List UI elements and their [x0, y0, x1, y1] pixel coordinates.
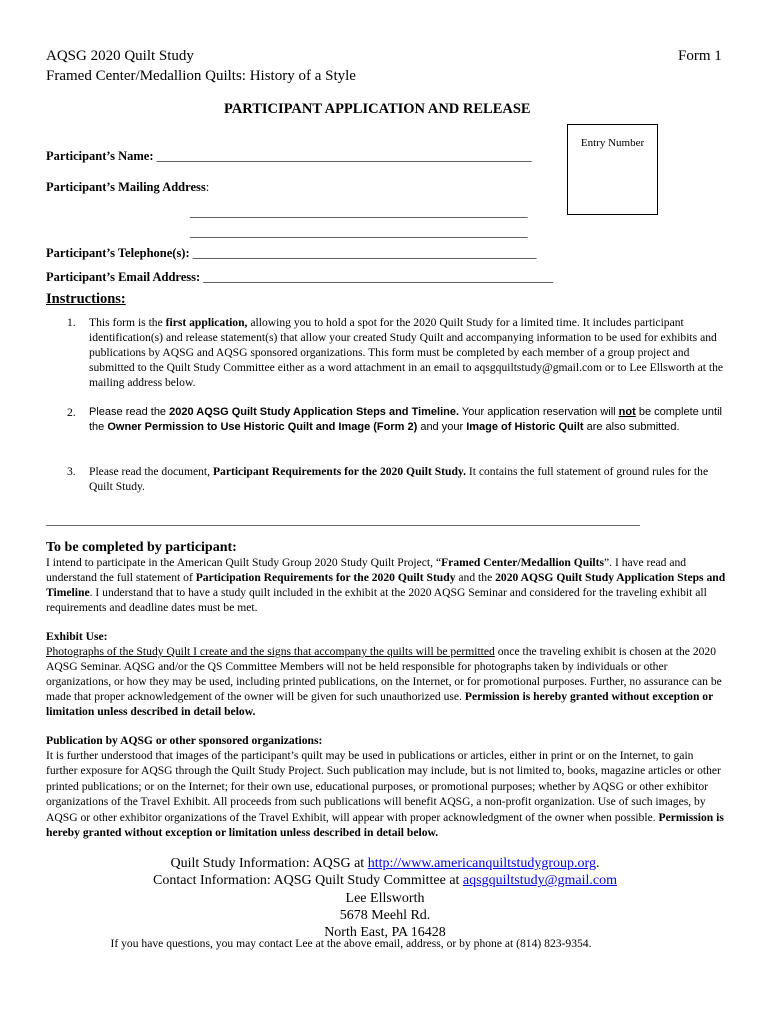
address-label: Participant’s Mailing Address — [46, 180, 206, 194]
contact-email-link[interactable]: aqsgquiltstudy@gmail.com — [462, 873, 617, 889]
item-2-number: 2. — [67, 406, 76, 419]
email-field[interactable] — [46, 270, 553, 285]
entry-number-box — [567, 124, 658, 215]
participant-text-e: and the — [455, 570, 496, 584]
item-2-not: not — [618, 406, 636, 418]
info-prefix: Quilt Study Information: AQSG at — [170, 856, 368, 871]
aqsg-website-link[interactable]: http://www.americanquiltstudygroup.org — [367, 856, 596, 871]
contact-city: North East, PA 16428 — [324, 925, 446, 941]
item-3-text-a: Please read the document, — [89, 465, 213, 478]
address-line-1[interactable]: ______________________________________________________ — [190, 205, 528, 219]
header-line-2: Framed Center/Medallion Quilts: History of a Style — [46, 68, 356, 84]
contact-street: 5678 Meehl Rd. — [339, 907, 431, 923]
contact-info — [0, 872, 770, 889]
phone-label: Participant’s Telephone(s): — [46, 246, 190, 260]
participant-bold-d: Participation Requirements for the 2020 Quilt Study — [195, 570, 456, 584]
header-line-1: AQSG 2020 Quilt Study — [46, 48, 194, 64]
separator-line: ____________________________________________________________________________________________________________ — [46, 514, 640, 527]
info-suffix: . — [595, 856, 600, 871]
phone-field[interactable] — [46, 246, 537, 261]
exhibit-use-permission: Permission is hereby granted without exception or limitation unless described in detail below. — [46, 689, 714, 718]
participant-bold-b: Framed Center/Medallion Quilts — [441, 556, 605, 569]
instruction-item-1 — [67, 316, 732, 391]
participant-statement — [46, 556, 726, 616]
participant-text-a: I intend to participate in the American Quilt Study Group 2020 Study Quilt Project, “ — [46, 556, 442, 569]
item-1-number: 1. — [67, 316, 76, 329]
instructions-heading: Instructions: — [46, 291, 126, 307]
item-2-text-e: be complete until the — [89, 406, 722, 433]
publication-body: It is further understood that images of the participant’s quilt may be used in publications or articles, either in print or on the Internet, to gain further exposure for AQSG through the Quilt Study Project. Such publication may include, but is not limited to, books, magazine articles or other printed publications; or on the Internet; for their own use, educational purposes, or promotional purposes; whether by AQSG or other exhibitor organizations of the Travel Exhibit. All proceeds from such publications will benefit AQSG, a non-profit organization. Use of such images, by AQSG or other exhibitor organizations of the Travel Exhibit, will appear with proper acknowledgment of the owner when possible. — [46, 749, 721, 824]
name-line[interactable]: ____________________________________________________________ — [156, 149, 532, 163]
item-2-text-c: Your application reservation will — [459, 406, 619, 418]
participant-text-c: ”. I have read and understand the full statement of — [46, 556, 687, 584]
form-label: Form 1 — [678, 48, 722, 64]
item-3-number: 3. — [67, 465, 76, 478]
address-line-2[interactable]: ______________________________________________________ — [190, 225, 528, 239]
entry-number-label: Entry Number — [580, 137, 645, 149]
participant-heading: To be completed by participant: — [46, 540, 237, 555]
item-2-text-i: are also submitted. — [583, 421, 680, 433]
instruction-item-2 — [67, 405, 732, 435]
item-3-bold: Participant Requirements for the 2020 Quilt Study. — [212, 465, 466, 478]
quilt-study-info — [0, 855, 770, 872]
name-field[interactable] — [46, 149, 532, 164]
page-title: PARTICIPANT APPLICATION AND RELEASE — [224, 101, 531, 117]
contact-block — [0, 855, 770, 941]
questions-note: If you have questions, you may contact Lee at the above email, address, or by phone at (814) 823-9354. — [110, 937, 592, 950]
exhibit-use-text — [46, 645, 726, 720]
contact-prefix: Contact Information: AQSG Quilt Study Committee at — [153, 873, 463, 889]
email-label: Participant’s Email Address: — [46, 270, 201, 284]
item-1-bold: first application, — [165, 316, 248, 329]
doc-header — [46, 46, 356, 86]
publication-heading: Publication by AQSG or other sponsored organizations: — [46, 734, 323, 747]
contact-name: Lee Ellsworth — [345, 890, 425, 906]
instruction-item-3 — [67, 465, 732, 495]
address-colon: : — [205, 180, 210, 194]
item-2-bold-f: Owner Permission to Use Historic Quilt and Image (Form 2) — [107, 421, 418, 433]
participant-bold-f: 2020 AQSG Quilt Study Application Steps and Timeline — [46, 570, 726, 599]
participant-text-g: . I understand that to have a study quilt included in the exhibit at the 2020 AQSG Seminar and considered for the traveling exhibit all requirements and deadline dates must be met. — [46, 585, 707, 614]
item-2-bold-b: 2020 AQSG Quilt Study Application Steps and Timeline. — [169, 406, 460, 418]
name-label: Participant’s Name: — [46, 149, 154, 163]
item-3-text-c: It contains the full statement of ground rules for the Quilt Study. — [89, 465, 709, 493]
item-1-text-c: allowing you to hold a spot for the 2020 Quilt Study for a limited time. It includes participant identification(s) and release statement(s) that allow your created Study Quilt and accompanying information to be used for exhibits and publications by AQSG and AQSG sponsored organizations. This form must be completed by each member of a group project and submitted to the Quilt Study Committee either as a word attachment in an email to aqsgquiltstudy@gmail.com or to Lee Ellsworth at the mailing address below. — [89, 316, 724, 389]
email-line[interactable]: ________________________________________________________ — [203, 270, 554, 284]
exhibit-use-body: once the traveling exhibit is chosen at the 2020 AQSG Seminar. AQSG and/or the QS Committee Members will not be held responsible for photographs taken by individuals or other organizations, or how they may be used, including printed publications, on the Internet, or for promotional purposes. Further, no assurance can be made that proper acknowledgement of the owner will be given for such unauthorized use. — [46, 645, 722, 703]
phone-line[interactable]: _______________________________________________________ — [192, 246, 537, 260]
item-2-bold-h: Image of Historic Quilt — [466, 421, 584, 433]
item-1-text-a: This form is the — [89, 316, 166, 329]
item-2-text-a: Please read the — [89, 406, 170, 418]
exhibit-use-underlined: Photographs of the Study Quilt I create and the signs that accompany the quilts will be permitted — [46, 645, 495, 658]
address-field — [46, 180, 209, 195]
publication-text — [46, 748, 726, 840]
item-2-text-g: and your — [417, 421, 467, 433]
exhibit-use-heading: Exhibit Use: — [46, 630, 108, 643]
publication-permission: Permission is hereby granted without exception or limitation unless described in detail below. — [46, 810, 724, 840]
